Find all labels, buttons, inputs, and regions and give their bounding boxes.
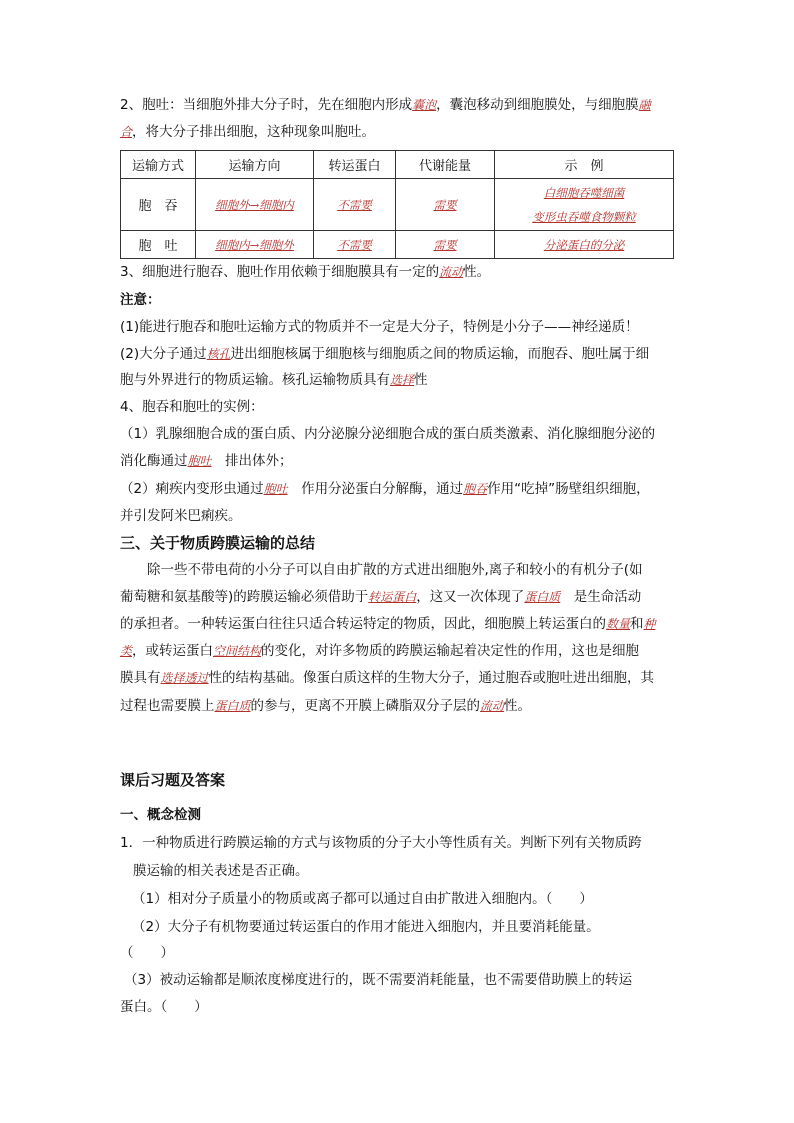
text: 排出体外；: [211, 453, 293, 469]
text: 3、细胞进行胞吞、胞吐作用依赖于细胞膜具有一定的: [120, 264, 440, 280]
header-cell: 代谢能量: [396, 151, 495, 179]
answer-blank: 白细胞吞噬细菌: [543, 185, 625, 200]
transport-table: [120, 150, 674, 259]
direction-cell: [196, 231, 314, 259]
mode-cell: 胞 吐: [121, 231, 196, 259]
statement-2: （2）大分子有机物要通过转运蛋白的作用才能进入细胞内，并且要消耗能量。: [132, 919, 600, 935]
text: 的变化，对许多物质的跨膜运输起着决定性的作用，这也是细胞: [261, 643, 640, 659]
summary-line-2: [120, 587, 675, 607]
example-cell: [495, 179, 674, 231]
answer-blank: 不需要: [337, 197, 372, 212]
summary-line-1: 除一些不带电荷的小分子可以自由扩散的方式进出细胞外,离子和较小的有机分子(如: [120, 562, 643, 578]
answer-blank: 需要: [433, 197, 457, 212]
answer-blank: 选择: [390, 373, 415, 387]
notice-title: 注意：: [120, 292, 161, 308]
text: 的承担者。一种转运蛋白往往只适合转运特定的物质，因此，细胞膜上转运蛋白的: [120, 616, 606, 632]
answer-blank: 胞吐: [187, 454, 212, 468]
answer-blank: 蛋白质: [214, 699, 251, 713]
answer-blank: 需要: [433, 237, 457, 252]
statement-1: （1）相对分子质量小的物质或离子都可以通过自由扩散进入细胞内。（ ）: [132, 891, 593, 907]
header-cell: 运输方式: [121, 151, 196, 179]
answer-blank: 变形虫吞噬食物颗粒: [532, 209, 636, 224]
text: 的参与，更离不开膜上磷脂双分子层的: [250, 698, 481, 714]
summary-line-6: [120, 696, 675, 716]
summary-line-5: [120, 668, 675, 688]
text: 进出细胞核属于细胞核与细胞质之间的物质运输，而胞吞、胞吐属于细: [230, 346, 650, 362]
answer-blank: 蛋白质: [524, 590, 561, 604]
carrier-cell: [314, 179, 396, 231]
answer-blank: 空间结构: [213, 644, 262, 658]
answer-blank: 流动: [439, 265, 464, 279]
table-header-row: [121, 151, 674, 179]
example-1-line-2: [120, 451, 675, 471]
text: 性: [414, 372, 428, 388]
statement-3-line-2: 蛋白。（ ）: [120, 999, 208, 1015]
energy-cell: [396, 231, 495, 259]
answer-blank: 类: [120, 644, 133, 658]
text: 膜具有: [120, 670, 161, 686]
table-row: [121, 231, 674, 259]
answer-blank: 种: [643, 617, 656, 631]
example-1-line-1: （1）乳腺细胞合成的蛋白质、内分泌腺分泌细胞合成的蛋白质类激素、消化腺细胞分泌的: [120, 426, 656, 442]
section-title: 一、概念检测: [120, 807, 201, 823]
text: ，囊泡移动到细胞膜处，与细胞膜: [436, 97, 639, 113]
text: 胞与外界进行的物质运输。核孔运输物质具有: [120, 372, 390, 388]
answer-blank: 不需要: [337, 237, 372, 252]
answer-blank: 融: [638, 98, 651, 112]
direction-cell: [196, 179, 314, 231]
question-1-line-1: 1．一种物质进行跨膜运输的方式与该物质的分子大小等性质有关。判断下列有关物质跨: [120, 835, 642, 851]
text: 和: [630, 616, 644, 632]
exercises-title: 课后习题及答案: [120, 771, 226, 789]
text: （2）痢疾内变形虫通过: [120, 481, 264, 497]
summary-heading: 三、关于物质跨膜运输的总结: [120, 534, 316, 552]
notice-item-2: [120, 344, 675, 364]
energy-cell: [396, 179, 495, 231]
answer-blank: 囊泡: [412, 98, 437, 112]
text: 性。: [463, 264, 491, 280]
examples-title: 4、胞吞和胞吐的实例：: [120, 399, 264, 415]
table-row: [121, 179, 674, 231]
answer-blank: 胞吐: [263, 482, 288, 496]
answer-blank: 数量: [606, 617, 631, 631]
notice-item-1: (1)能进行胞吞和胞吐运输方式的物质并不一定是大分子，特例是小分子——神经递质！: [120, 319, 639, 335]
header-cell: 示 例: [495, 151, 674, 179]
header-cell: 转运蛋白: [314, 151, 396, 179]
text: 作用“吃掉”肠壁组织细胞，: [487, 481, 650, 497]
text: ，将大分子排出细胞，这种现象叫胞吐。: [132, 124, 376, 140]
text: 性。: [504, 698, 532, 714]
text: 葡萄糖和氨基酸等)的跨膜运输必须借助于: [120, 589, 369, 605]
text: 作用分泌蛋白分解酶，通过: [287, 481, 464, 497]
exocytosis-line-1: [120, 95, 675, 115]
question-1-line-2: 膜运输的相关表述是否正确。: [133, 863, 309, 879]
fluidity-line: [120, 262, 675, 282]
answer-blank: 分泌蛋白的分泌: [543, 237, 625, 252]
example-cell: [495, 231, 674, 259]
text: 过程也需要膜上: [120, 698, 215, 714]
example-2-line-1: [120, 479, 675, 499]
example-2-line-2: 并引发阿米巴痢疾。: [120, 508, 242, 524]
statement-2-blank: （ ）: [120, 945, 174, 961]
summary-line-4: [120, 641, 675, 661]
text: 是生命活动: [560, 589, 642, 605]
text: (2)大分子通过: [120, 346, 207, 362]
answer-blank: 细胞内→细胞外: [215, 237, 294, 252]
notice-item-2-cont: [120, 370, 675, 390]
text: ，这又一次体现了: [416, 589, 525, 605]
text: 消化酶通过: [120, 453, 188, 469]
answer-blank: 核孔: [206, 347, 231, 361]
answer-blank: 细胞外→细胞内: [215, 197, 294, 212]
exocytosis-line-2: [120, 122, 675, 142]
text: 性的结构基础。像蛋白质这样的生物大分子，通过胞吞或胞吐进出细胞，其: [208, 670, 655, 686]
carrier-cell: [314, 231, 396, 259]
statement-3-line-1: （3）被动运输都是顺浓度梯度进行的，既不需要消耗能量，也不需要借助膜上的转运: [124, 972, 633, 988]
answer-blank: 合: [120, 125, 133, 139]
answer-blank: 选择透过: [160, 671, 209, 685]
answer-blank: 胞吞: [463, 482, 488, 496]
answer-blank: 流动: [480, 699, 505, 713]
text: 2、胞吐：当细胞外排大分子时，先在细胞内形成: [120, 97, 413, 113]
answer-blank: 转运蛋白: [368, 590, 417, 604]
header-cell: 运输方向: [196, 151, 314, 179]
summary-line-3: [120, 614, 675, 634]
mode-cell: 胞 吞: [121, 179, 196, 231]
text: ，或转运蛋白: [132, 643, 214, 659]
